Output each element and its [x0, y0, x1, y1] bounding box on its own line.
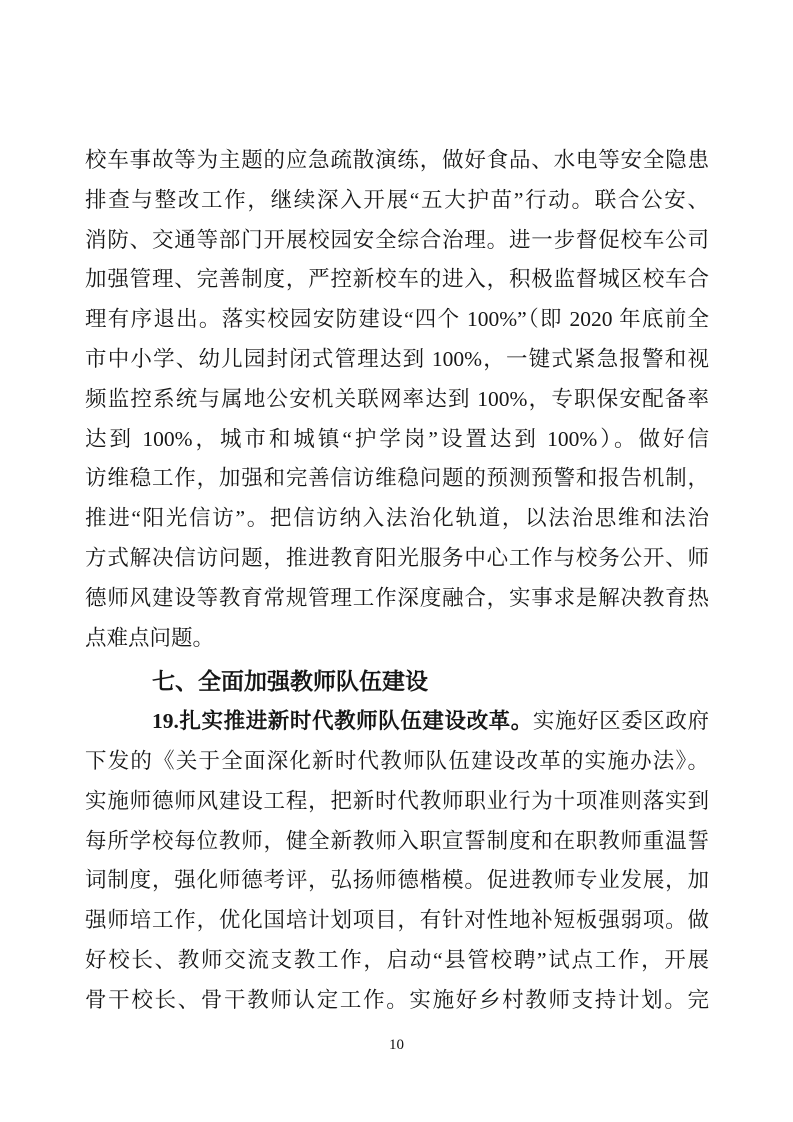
body-line: 德师风建设等教育常规管理工作深度融合，实事求是解决教育热 [85, 585, 709, 610]
body-line: 下发的《关于全面深化新时代教师队伍建设改革的实施办法》。 [85, 748, 709, 773]
paragraph-continuation [85, 141, 709, 658]
body-line: 实施师德师风建设工程，把新时代教师职业行为十项准则落实到 [85, 788, 709, 813]
body-line: 达到 100%，城市和城镇“护学岗”设置达到 100%）。做好信 [85, 426, 709, 451]
paragraph-19 [85, 702, 709, 1020]
body-line: 频监控系统与属地公安机关联网率达到 100%，专职保安配备率 [85, 386, 709, 411]
body-line: 校车事故等为主题的应急疏散演练，做好食品、水电等安全隐患 [85, 148, 709, 172]
body-line: 理有序退出。落实校园安防建设“四个 100%”（即 2020 年底前全 [85, 307, 709, 332]
body-line: 加强管理、完善制度，严控新校车的进入，积极监督城区校车合 [85, 267, 709, 292]
paragraph-19-lead-rest: 实施好区委区政府 [532, 709, 709, 734]
body-line: 点难点问题。 [85, 625, 215, 650]
section-heading: 七、全面加强教师队伍建设 [152, 668, 428, 695]
body-line: 排查与整改工作，继续深入开展“五大护苗”行动。联合公安、 [85, 187, 709, 212]
body-line: 访维稳工作，加强和完善信访维稳问题的预测预警和报告机制， [85, 466, 709, 491]
body-line: 消防、交通等部门开展校园安全综合治理。进一步督促校车公司 [85, 227, 709, 252]
body-line: 每所学校每位教师，健全新教师入职宣誓制度和在职教师重温誓 [85, 828, 709, 853]
body-line: 词制度，强化师德考评，弘扬师德楷模。促进教师专业发展，加 [85, 868, 709, 893]
body-line: 方式解决信访问题，推进教育阳光服务中心工作与校务公开、师 [85, 545, 709, 570]
paragraph-19-lead-line [85, 702, 709, 742]
page-number: 10 [389, 1037, 404, 1053]
body-line: 强师培工作，优化国培计划项目，有针对性地补短板强弱项。做 [85, 908, 709, 933]
body-line: 好校长、教师交流支教工作，启动“县管校聘”试点工作，开展 [85, 947, 709, 972]
document-body [85, 141, 709, 1021]
paragraph-19-lead-bold: 19.扎实推进新时代教师队伍建设改革。 [152, 709, 533, 734]
body-line: 骨干校长、骨干教师认定工作。实施好乡村教师支持计划。完 [85, 987, 709, 1012]
body-line: 推进“阳光信访”。把信访纳入法治化轨道，以法治思维和法治 [85, 506, 709, 531]
body-line: 市中小学、幼儿园封闭式管理达到 100%，一键式紧急报警和视 [85, 346, 709, 371]
